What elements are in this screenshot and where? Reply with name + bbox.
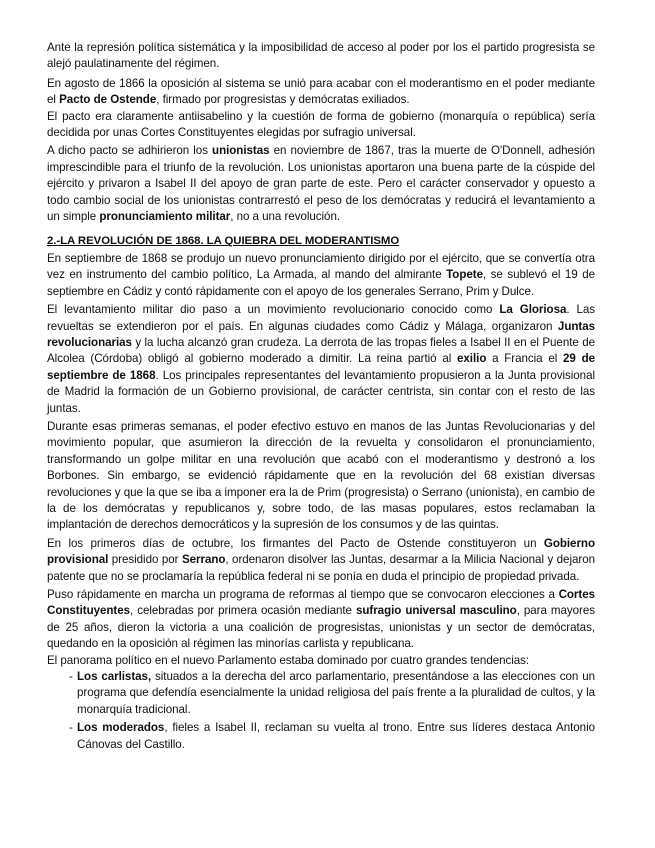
- bold-term: Gobierno provisional: [47, 536, 595, 567]
- bold-term: unionistas: [212, 144, 270, 158]
- bold-term: Pacto de Ostende: [59, 93, 157, 107]
- list-item: - Los moderados, fieles a Isabel II, reclaman su vuelta al trono. Entre sus líderes destaca Antonio Cánovas del Castillo.: [69, 720, 595, 753]
- bold-term: Los carlistas,: [77, 670, 152, 684]
- paragraph-septiembre-1868: En septiembre de 1868 se produjo un nuevo pronunciamiento dirigido por el ejército, que se convertía otra vez en instrumento del cambio político, La Armada, al mando del almirante Topete, se sublevó el 19 de septiembre en Cádiz y contó rápidamente con el apoyo de los generales Serrano, Prim y Dulce.: [47, 251, 595, 298]
- bold-term: Cortes Constituyentes: [47, 588, 595, 618]
- tendencies-list: [47, 669, 595, 753]
- paragraph-unionistas: A dicho pacto se adhirieron los unionistas en noviembre de 1867, tras la muerte de O'Donnell, adhesión imprescindible para el triunfo de la revolución. Los unionistas aportaron una buena parte de la cúspide del ejército y privaron a Isabel II del apoyo de gran parte de este. Pero el carácter conservador y opuesto a todo cambio social de los unionistas contrarrestó el peso de los demócratas y reducirá el levantamiento a un simple pronunciamiento militar, no a una revolución.: [47, 144, 595, 224]
- bold-term: Serrano: [181, 553, 226, 567]
- paragraph-cortes-constituyentes: Puso rápidamente en marcha un programa de reformas al tiempo que se convocaron elecciones a Cortes Constituyentes, celebradas por primera ocasión mediante sufragio universal masculino, para mayores de 25 años, dieron la victoria a una coalición de progresistas, unionistas y un sector de demócratas, quedando en la oposición al régimen las minorías carlista y republicana.: [47, 588, 595, 651]
- paragraph-pacto-ostende: En agosto de 1866 la oposición al sistema se unió para acabar con el moderantismo en el poder mediante el Pacto de Ostende, firmado por progresistas y demócratas exiliados.: [47, 76, 595, 107]
- bold-term: Juntas revolucionarias: [47, 319, 595, 349]
- document-page: [47, 40, 595, 755]
- bold-term: Topete: [446, 268, 483, 282]
- bold-term: pronunciamiento militar: [99, 210, 231, 224]
- list-item: - Los carlistas, situados a la derecha del arco parlamentario, presentándose a las elecciones con un programa que defendía esencialmente la unidad religiosa del país frente a la pluralidad de cultos, y la monarquía tradicional.: [69, 669, 595, 718]
- paragraph-panorama-politico: El panorama político en el nuevo Parlamento estaba dominado por cuatro grandes tendencias:: [47, 653, 530, 667]
- paragraph-pacto-antiisabelino: El pacto era claramente antiisabelino y la cuestión de forma de gobierno (monarquía o república) sería decidida por unas Cortes Constituyentes elegidas por sufragio universal.: [47, 109, 595, 140]
- bold-term: sufragio universal masculino: [355, 604, 517, 618]
- bold-term: Los moderados: [77, 721, 165, 735]
- bold-term: 29 de septiembre de 1868: [47, 352, 595, 382]
- bold-term: La Gloriosa: [499, 303, 567, 317]
- paragraph-gobierno-provisional: En los primeros días de octubre, los firmantes del Pacto de Ostende constituyeron un Gobierno provisional presidido por Serrano, ordenaron disolver las Juntas, desarmar a la Milicia Nacional y dejaron patente que no se proclamaría la república federal ni se ponía en duda el principio de propiedad privada.: [47, 536, 595, 583]
- paragraph-juntas-revolucionarias: Durante esas primeras semanas, el poder efectivo estuvo en manos de las Juntas Revolucionarias y del movimiento popular, que asumieron la dirección de la revuelta y consolidaron el pronunciamiento, transformando un golpe militar en una revolución que acabó con el moderantismo y destronó a los Borbones. Sin embargo, se evidenció rápidamente que en la revolución del 68 existían diversas revoluciones y que la que se iba a imponer era la de Prim (progresista) o Serrano (unionista), en cambio de la de los demócratas y republicanos y, sobre todo, de las masas populares, estos reclamaban la implantación de derechos democráticos y la supresión de los consumos y de las quintas.: [47, 419, 595, 532]
- paragraph-la-gloriosa: El levantamiento militar dio paso a un movimiento revolucionario conocido como La Gloriosa. Las revueltas se extendieron por el país. En algunas ciudades como Cádiz y Málaga, organizaron Juntas revolucionarias y la lucha alcanzó gran crudeza. La derrota de las tropas fieles a Isabel II en el Puente de Alcolea (Córdoba) obligó al gobierno moderado a dimitir. La reina partió al exilio a Francia el 29 de septiembre de 1868. Los principales representantes del levantamiento propusieron a la Junta provisional de Madrid la formación de un Gobierno provisional, de carácter centrista, sin contar con el resto de las juntas.: [47, 303, 596, 415]
- section-heading: 2.-LA REVOLUCIÓN DE 1868. LA QUIEBRA DEL MODERANTISMO: [47, 235, 400, 248]
- bold-term: exilio: [457, 352, 487, 366]
- paragraph-progresistas: Ante la represión política sistemática y la imposibilidad de acceso al poder por los el partido progresista se alejó paulatinamente del régimen.: [47, 41, 595, 71]
